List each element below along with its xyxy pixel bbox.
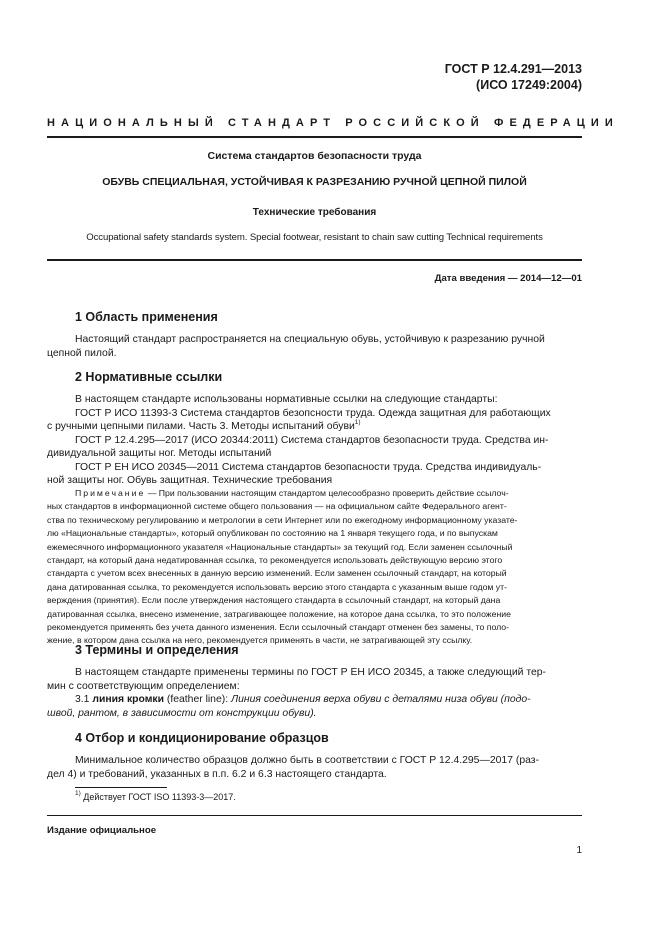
section-1-heading: 1 Область применения — [75, 310, 218, 324]
note-label: Примечание — [75, 488, 146, 498]
iso-number: (ИСО 17249:2004) — [476, 78, 582, 92]
text-line: ной защиты ног. Обувь защитная. Технические требования — [47, 475, 333, 486]
term-line — [47, 693, 582, 707]
note-line: лю «Национальные стандарты», который опубликован по состоянию на 1 января текущего года, и по выпускам — [47, 528, 498, 539]
footnote-marker: 1) — [354, 418, 361, 426]
section-2-body — [47, 393, 582, 488]
note-line: жение, в котором дана ссылка на него, рекомендуется применять в части, не затрагивающей эту ссылку. — [47, 635, 473, 646]
note-line: стандарт, на который дана недатированная ссылка, то рекомендуется использовать действующую версию этого — [47, 555, 503, 566]
section-4-heading: 4 Отбор и кондиционирование образцов — [75, 731, 329, 745]
text-line: мин с соответствующим определением: — [47, 680, 240, 692]
footer-divider — [47, 815, 582, 816]
text-line: ГОСТ Р ЕН ИСО 20345—2011 Система стандартов безопасности труда. Средства индивидуаль- — [75, 461, 542, 473]
text-line: ГОСТ Р ИСО 11393-3 Система стандартов безопсности труда. Одежда защитная для работающих — [75, 407, 551, 419]
section-2-heading: 2 Нормативные ссылки — [75, 370, 223, 384]
note-line — [47, 487, 582, 500]
term-name: линия кромки — [92, 694, 164, 705]
text-line: дивидуальной защиты ног. Методы испытаний — [47, 448, 272, 459]
text-line: Минимальное количество образцов должно быть в соответствии с ГОСТ Р 12.4.295—2017 (раз- — [75, 755, 539, 766]
introduction-date: Дата введения — 2014—12—01 — [434, 273, 582, 284]
standard-number: ГОСТ Р 12.4.291—2013 — [444, 62, 582, 76]
footnote-marker: 1) — [75, 790, 81, 797]
header-divider — [47, 136, 582, 138]
document-subtitle: Технические требования — [252, 207, 377, 218]
term-definition-cont: швой, рантом, в зависимости от конструкции обуви). — [47, 707, 317, 719]
section-1-body — [47, 333, 582, 360]
text-fragment: с ручными цепными пилами. Часть 3. Методы испытаний обуви — [47, 421, 355, 432]
national-standard-banner: НАЦИОНАЛЬНЫЙ СТАНДАРТ РОССИЙСКОЙ ФЕДЕРАЦИИ — [47, 117, 619, 129]
footnote-text: Действует ГОСТ ISO 11393-3—2017. — [80, 792, 236, 802]
note-line: ных стандартов в информационной системе общего пользования — на официальном сайте Федерального агент- — [47, 501, 507, 512]
text-line: В настоящем стандарте применены термины по ГОСТ Р ЕН ИСО 20345, а также следующий тер- — [75, 667, 546, 678]
english-title: Occupational safety standards system. Special footwear, resistant to chain saw cutting Technical requirements — [86, 232, 543, 243]
note-line: датированная ссылка, внесено изменение, затрагивающее положение, на которое дана ссылка, то это положение — [47, 608, 511, 619]
section-3-body — [47, 666, 582, 720]
note-line: ежемесячного информационного указателя «Национальные стандарты» за текущий год. Если заменен ссылочный — [47, 541, 513, 552]
section-3-heading: 3 Термины и определения — [75, 643, 239, 657]
term-number: 3.1 — [75, 694, 93, 705]
text-line — [47, 707, 582, 721]
page-number: 1 — [576, 845, 582, 856]
note-line: ства по техническому регулированию и метрологии в сети Интернет или по ежегодному информационному указате- — [47, 514, 518, 525]
text-line: Настоящий стандарт распространяется на специальную обувь, устойчивую к разрезанию ручной — [75, 334, 545, 345]
footnote-divider — [75, 787, 167, 788]
section-4-body — [47, 754, 582, 781]
system-title: Система стандартов безопасности труда — [207, 150, 422, 162]
note-line: дана датированная ссылка, то рекомендуется использовать версию этого стандарта с указанным выше годом ут- — [47, 581, 508, 592]
note-line: стандарта с учетом всех внесенных в данную версию изменений. Если заменен ссылочный стандарт, на который — [47, 568, 507, 579]
note-line: верждения (принятия). Если после утверждения настоящего стандарта в ссылочный стандарт, на который дана — [47, 595, 501, 606]
text-line — [47, 420, 582, 434]
text-line: ГОСТ Р 12.4.295—2017 (ИСО 20344:2011) Система стандартов безопасности труда. Средства ин- — [75, 434, 549, 446]
text-line: цепной пилой. — [47, 347, 117, 359]
note-line: рекомендуется применять без учета данного изменения. Если ссылочный стандарт отменен без замены, то поло- — [47, 622, 510, 633]
footnote — [75, 792, 236, 802]
text-line: В настоящем стандарте использованы нормативные ссылки на следующие стандарты: — [75, 394, 498, 405]
term-definition: Линия соединения верха обуви с деталями низа обуви (подо- — [230, 694, 531, 705]
text-line: дел 4) и требований, указанных в п.п. 6.2 и 6.3 настоящего стандарта. — [47, 768, 387, 780]
term-english: (feather line): — [163, 694, 231, 705]
document-title: ОБУВЬ СПЕЦИАЛЬНАЯ, УСТОЙЧИВАЯ К РАЗРЕЗАНИЮ РУЧНОЙ ЦЕПНОЙ ПИЛОЙ — [102, 176, 527, 188]
title-divider — [47, 259, 582, 261]
note-text: — При пользовании настоящим стандартом целесообразно проверить действие ссылоч- — [145, 488, 509, 498]
edition-label: Издание официальное — [47, 825, 157, 836]
note-block — [47, 487, 582, 648]
